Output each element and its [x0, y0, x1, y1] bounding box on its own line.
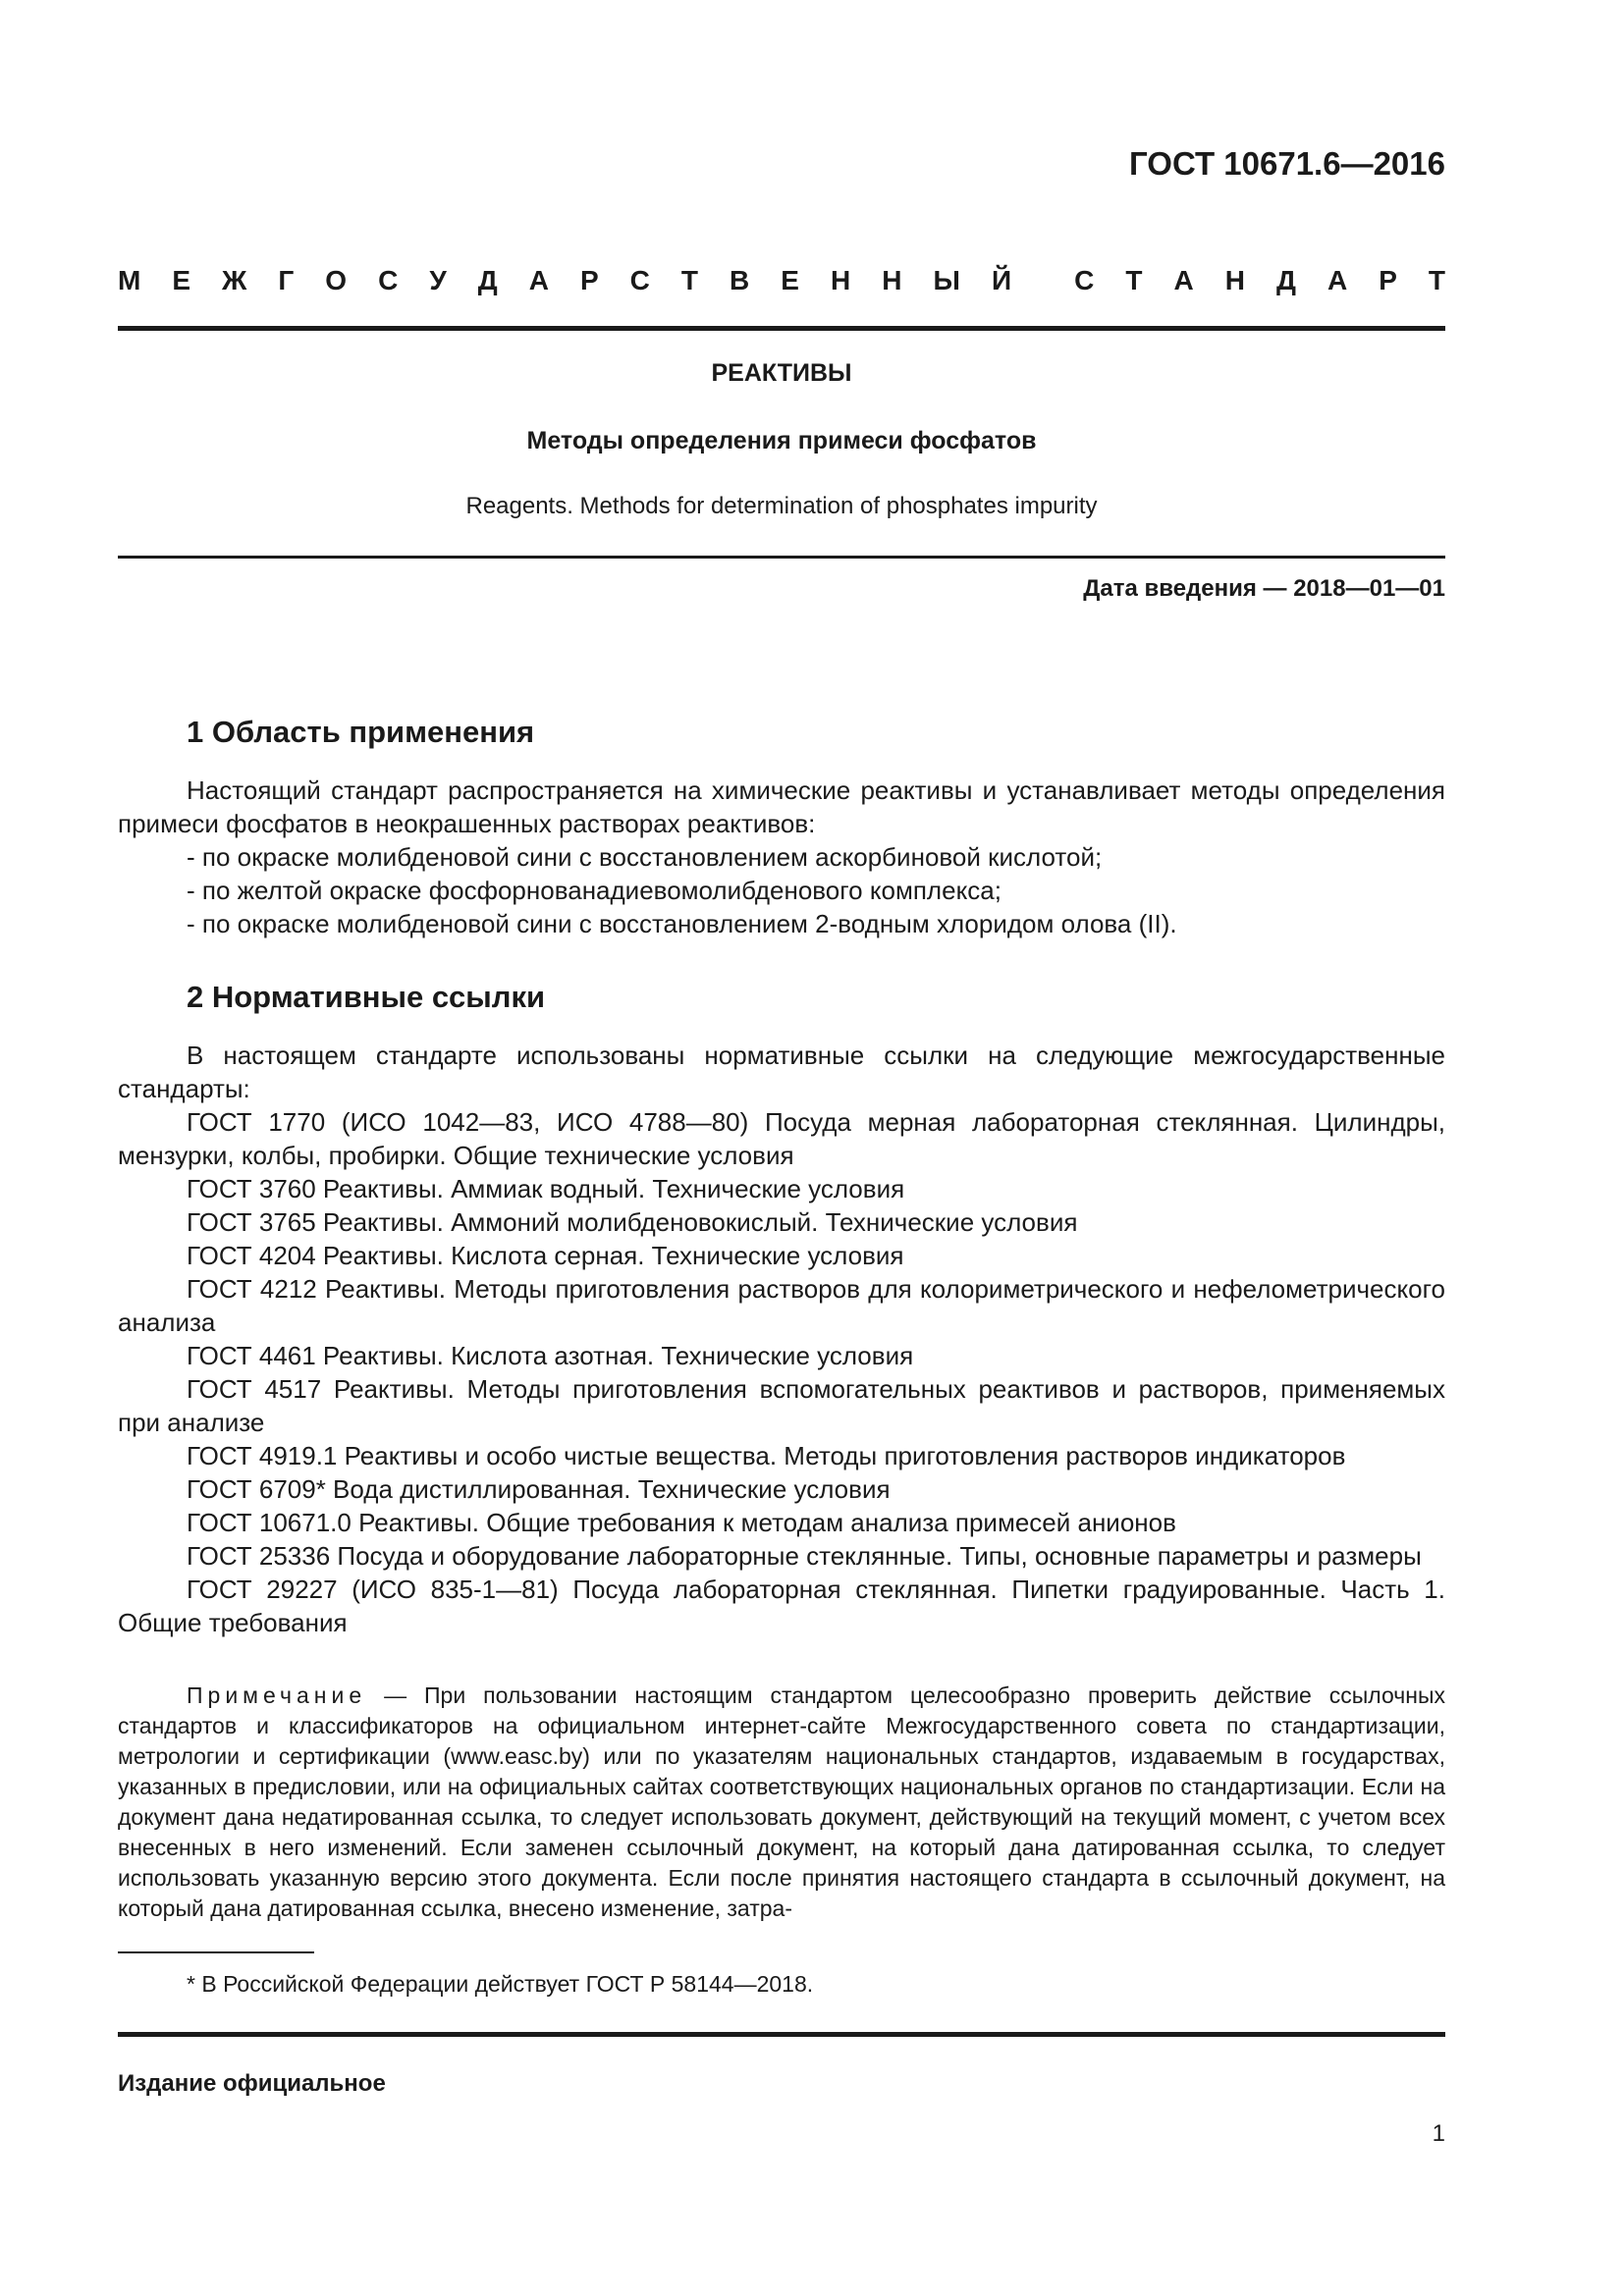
title-divider — [118, 556, 1445, 559]
list-item: - по окраске молибденовой сини с восстановлением аскорбиновой кислотой; — [187, 842, 1103, 872]
note-paragraph — [118, 1681, 1445, 1924]
document-code: ГОСТ 10671.6—2016 — [1129, 145, 1445, 182]
banner-letter: Н — [831, 265, 851, 295]
banner-letter: У — [429, 265, 447, 295]
banner-letter: Е — [172, 265, 191, 295]
note-text: — При пользовании настоящим стандартом целесообразно проверить действие ссылочных стандартов и классификаторов на официальном интернет-сайте Межгосударственного совета по стандартизации, метрологии и сертификации (www.easc.by) или по указателям национальных стандартов, издаваемым в государствах, указанных в предисловии, или на официальных сайтах соответствующих национальных органов по стандартизации. Если на документ дана недатированная ссылка, то следует использовать документ, действующий на текущий момент, с учетом всех внесенных в него изменений. Если заменен ссылочный документ, на который дана датированная ссылка, то следует использовать указанную версию этого документа. Если после принятия настоящего стандарта в ссылочный документ, на который дана датированная ссылка, внесено изменение, затра- — [118, 1682, 1445, 1921]
document-subtitle: Методы определения примеси фосфатов — [526, 427, 1037, 454]
reference-item: ГОСТ 6709* Вода дистиллированная. Технические условия — [187, 1474, 891, 1504]
section-paragraph: В настоящем стандарте использованы нормативные ссылки на следующие межгосударственные стандарты: — [118, 1041, 1445, 1103]
date-of-introduction: Дата введения — 2018—01—01 — [1083, 575, 1445, 602]
footnote-divider — [118, 1951, 314, 1953]
banner-letter: С — [629, 265, 650, 295]
section-heading: 1 Область применения — [187, 715, 535, 749]
note-label: Примечание — [187, 1682, 367, 1708]
banner-letter: С — [1074, 265, 1095, 295]
document-title: РЕАКТИВЫ — [711, 359, 852, 387]
section-heading: 2 Нормативные ссылки — [187, 980, 546, 1014]
reference-item: ГОСТ 29227 (ИСО 835-1—81) Посуда лабораторная стеклянная. Пипетки градуированные. Часть 1. Общие требования — [118, 1575, 1445, 1637]
banner-letter: Г — [278, 265, 295, 295]
banner-letter: Д — [477, 265, 498, 295]
banner-letter: Р — [579, 265, 599, 295]
reference-item: ГОСТ 4212 Реактивы. Методы приготовления растворов для колориметрического и нефелометрического анализа — [118, 1274, 1445, 1337]
banner-letter: Т — [1125, 265, 1143, 295]
header-divider — [118, 326, 1445, 331]
banner-letter: Ж — [222, 265, 247, 295]
reference-item: ГОСТ 1770 (ИСО 1042—83, ИСО 4788—80) Посуда мерная лабораторная стеклянная. Цилиндры, мензурки, колбы, пробирки. Общие технические условия — [118, 1107, 1445, 1170]
reference-item: ГОСТ 3760 Реактивы. Аммиак водный. Технические условия — [187, 1174, 905, 1203]
reference-item: ГОСТ 4204 Реактивы. Кислота серная. Технические условия — [187, 1241, 904, 1270]
banner-letter: М — [118, 265, 141, 295]
banner-letter: Т — [680, 265, 699, 295]
reference-item: ГОСТ 10671.0 Реактивы. Общие требования к методам анализа примесей анионов — [187, 1508, 1176, 1537]
section-scope — [118, 715, 1445, 940]
list-item: - по окраске молибденовой сини с восстановлением 2-водным хлоридом олова (II). — [187, 909, 1177, 938]
interstate-standard-banner — [118, 265, 1445, 296]
page-number: 1 — [1432, 2120, 1445, 2147]
banner-letter: Н — [882, 265, 902, 295]
banner-letter: А — [1326, 265, 1348, 295]
banner-letter: С — [378, 265, 399, 295]
banner-letter: Е — [781, 265, 799, 295]
section-paragraph: Настоящий стандарт распространяется на химические реактивы и устанавливает методы определения примеси фосфатов в неокрашенных растворах реактивов: — [118, 775, 1445, 838]
list-item: - по желтой окраске фосфорнованадиевомолибденового комплекса; — [187, 876, 1001, 905]
reference-item: ГОСТ 4461 Реактивы. Кислота азотная. Технические условия — [187, 1341, 914, 1370]
banner-letter: Д — [1275, 265, 1296, 295]
banner-letter: О — [325, 265, 348, 295]
footnote: * В Российской Федерации действует ГОСТ Р 58144—2018. — [187, 1971, 814, 1997]
banner-letter: А — [528, 265, 549, 295]
edition-label: Издание официальное — [118, 2070, 386, 2097]
banner-letter: А — [1173, 265, 1194, 295]
banner-letter: Й — [991, 265, 1012, 295]
banner-letter: Ы — [933, 265, 960, 295]
section-normative-references — [118, 980, 1445, 1639]
banner-letter: Н — [1224, 265, 1245, 295]
reference-item: ГОСТ 25336 Посуда и оборудование лабораторные стеклянные. Типы, основные параметры и размеры — [187, 1541, 1422, 1571]
reference-item: ГОСТ 4919.1 Реактивы и особо чистые вещества. Методы приготовления растворов индикаторов — [187, 1441, 1346, 1470]
banner-letter: Т — [1428, 265, 1445, 295]
reference-item: ГОСТ 3765 Реактивы. Аммоний молибденовокислый. Технические условия — [187, 1207, 1078, 1237]
reference-item: ГОСТ 4517 Реактивы. Методы приготовления вспомогательных реактивов и растворов, применяемых при анализе — [118, 1374, 1445, 1437]
footer-divider — [118, 2032, 1445, 2037]
document-title-english: Reagents. Methods for determination of phosphates impurity — [465, 493, 1098, 519]
banner-letter: Р — [1379, 265, 1397, 295]
banner-letter: В — [730, 265, 750, 295]
